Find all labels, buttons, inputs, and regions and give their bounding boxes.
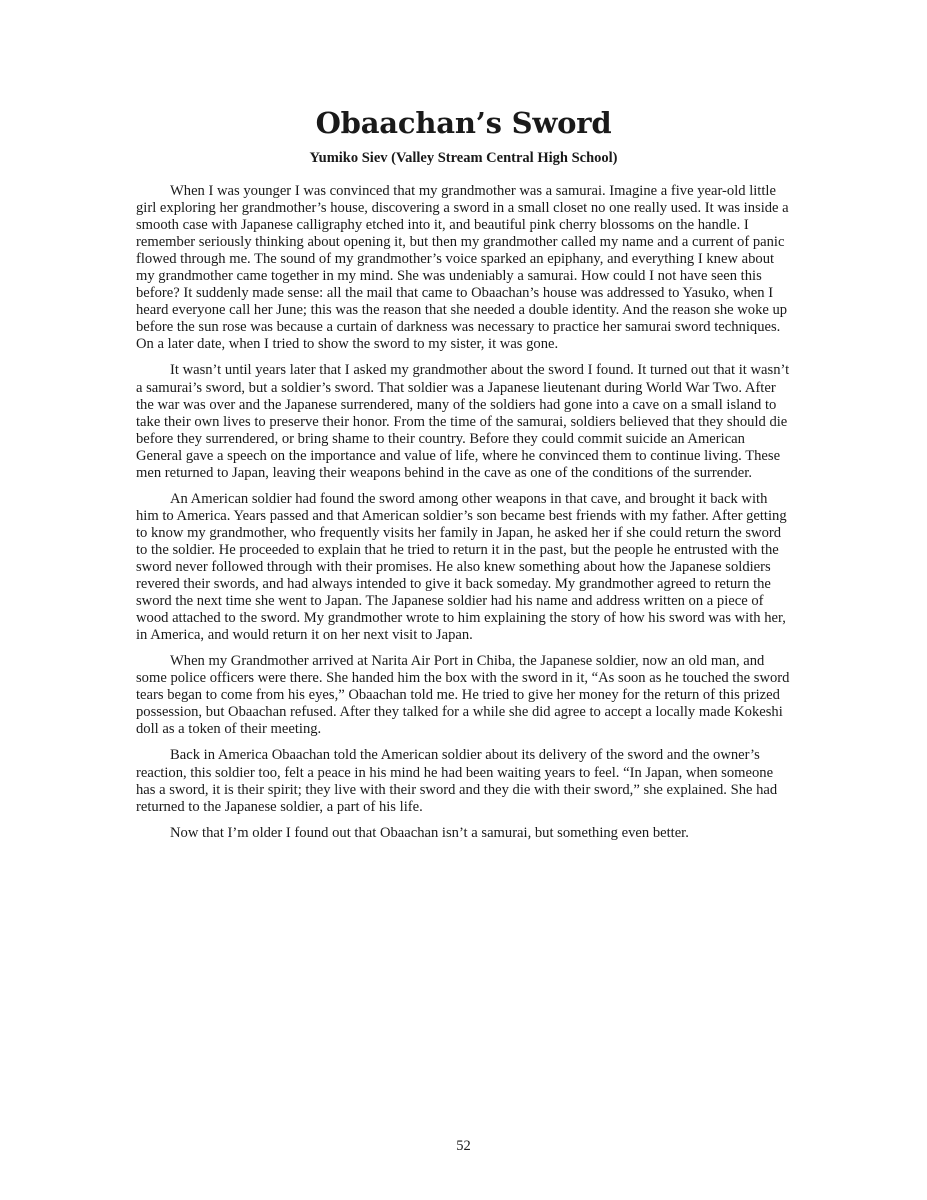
paragraph-1: When I was younger I was convinced that my grandmother was a samurai. Imagine a five year-old little girl exploring her grandmother’s house, discovering a sword in a small closet no one really used. It was inside a smooth case with Japanese calligraphy etched into it, and beautiful pink cherry blossoms on the handle. I remember seriously thinking about opening it, but then my grandmother called my name and a current of panic flowed through me. The sound of my grandmother’s voice sparked an epiphany, and everything I knew about my grandmother came together in my mind. She was undeniably a samurai. How could I not have seen this before? It suddenly made sense: all the mail that came to Obaachan’s house was addressed to Yasuko, when I heard everyone call her June; this was the reason that she needed a double identity. And the reason she woke up before the sun rose was because a curtain of darkness was necessary to practice her samurai sword techniques. On a later date, when I tried to show the sword to my sister, it was gone.: [136, 183, 789, 353]
article-body: [136, 183, 791, 851]
paragraph-6: Now that I’m older I found out that Obaachan isn’t a samurai, but something even better.: [170, 824, 689, 841]
paragraph-2: It wasn’t until years later that I asked my grandmother about the sword I found. It turned out that it wasn’t a samurai’s sword, but a soldier’s sword. That soldier was a Japanese lieutenant during World War Two. After the war was over and the Japanese surrendered, many of the soldiers had gone into a cave on a small island to take their own lives to preserve their honor. From the time of the samurai, soldiers believed that they should die before they surrendered, or bring shame to their country. Before they could commit suicide an American General gave a speech on the importance and value of life, where he convinced them to continue living. These men returned to Japan, leaving their weapons behind in the cave as one of the conditions of the surrender.: [136, 362, 790, 481]
author-byline: Yumiko Siev (Valley Stream Central High School): [309, 150, 618, 166]
page-title: Obaachan’s Sword: [315, 106, 612, 140]
paragraph-5: Back in America Obaachan told the American soldier about its delivery of the sword and the owner’s reaction, this soldier too, felt a peace in his mind he had been waiting years to feel. “In Japan, when someone has a sword, it is their spirit; they live with their sword and they die with their sword,” she explained. She had returned to the Japanese soldier, a part of his life.: [136, 747, 778, 815]
paragraph-4: When my Grandmother arrived at Narita Air Port in Chiba, the Japanese soldier, now an old man, and some police officers were there. She handed him the box with the sword in it, “As soon as he touched the sword tears began to come from his eyes,” Obaachan told me. He tried to give her money for the return of this prized possession, but Obaachan refused. After they talked for a while she did agree to accept a locally made Kokeshi doll as a token of their meeting.: [136, 653, 790, 738]
paragraph-3: An American soldier had found the sword among other weapons in that cave, and brought it back with him to America. Years passed and that American soldier’s son became best friends with my father. After getting to know my grandmother, who frequently visits her family in Japan, he asked her if she could return the sword to the soldier. He proceeded to explain that he tried to return it in the past, but the people he entrusted with the sword never followed through with their promises. He also knew something about how the Japanese soldiers revered their swords, and had always intended to give it back someday. My grandmother agreed to return the sword the next time she went to Japan. The Japanese soldier had his name and address written on a piece of wood attached to the sword. My grandmother wrote to him explaining the story of how his sword was with her, in America, and would return it on her next visit to Japan.: [136, 490, 787, 644]
page-number: 52: [456, 1138, 471, 1154]
